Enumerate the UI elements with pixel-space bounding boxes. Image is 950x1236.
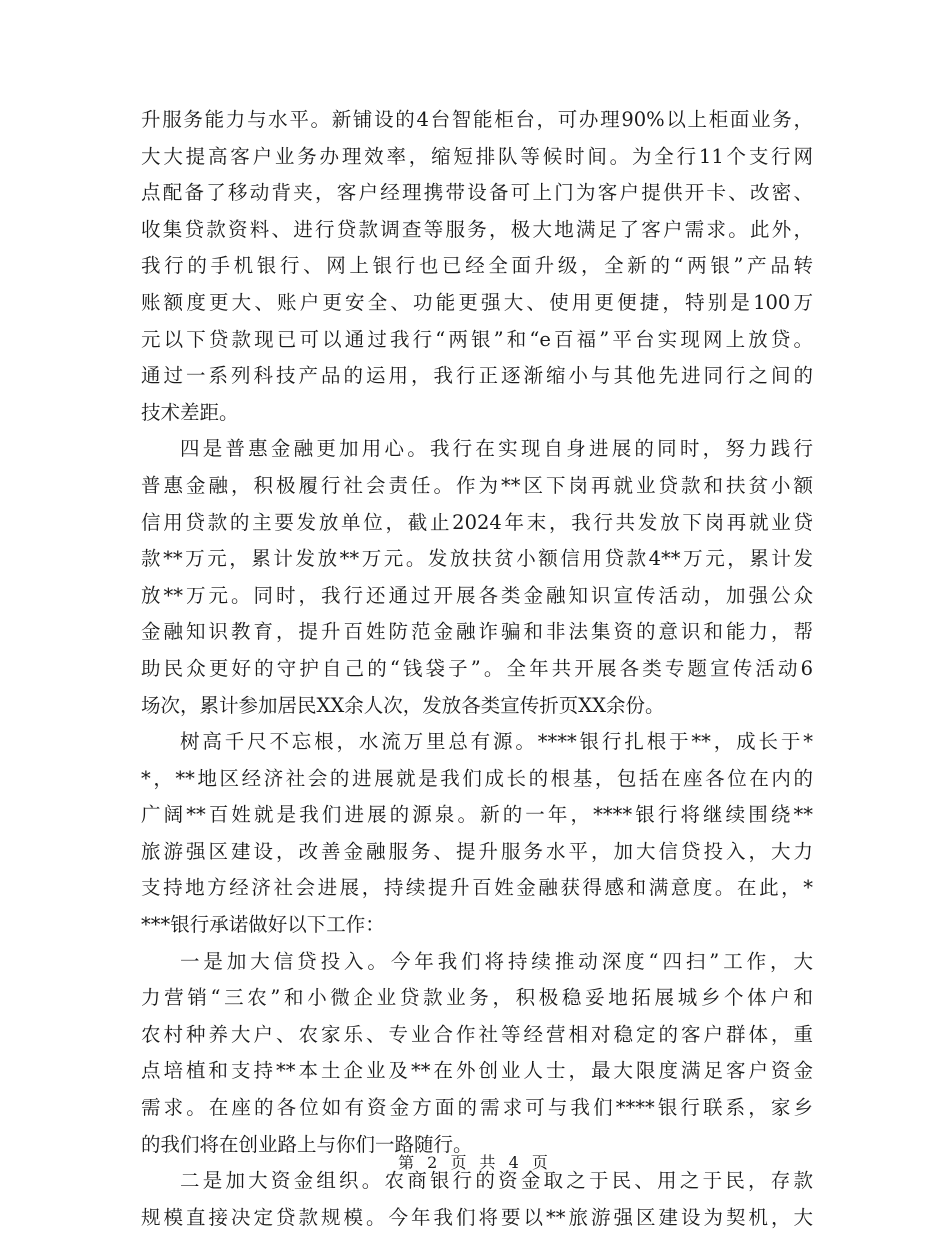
text-line: 我行的手机银行、网上银行也已经全面升级，全新的“两银”产品转	[141, 254, 813, 278]
text-line: 信用贷款的主要发放单位，截止2024年末，我行共发放下岗再就业贷	[141, 510, 813, 534]
text-line: 的我们将在创业路上与你们一路随行。	[141, 1132, 473, 1156]
text-line: 升服务能力与水平。新铺设的4台智能柜台，可办理90%以上柜面业务，	[141, 108, 813, 131]
text-line: 树高千尺不忘根，水流万里总有源。****银行扎根于**，成长于*	[180, 730, 813, 754]
text-line: 广阔**百姓就是我们进展的源泉。新的一年，****银行将继续围绕**	[141, 803, 813, 827]
text-line: *，**地区经济社会的进展就是我们成长的根基，包括在座各位在内的	[141, 766, 813, 790]
text-line: 元以下贷款现已可以通过我行“两银”和“e百福”平台实现网上放贷。	[141, 327, 813, 351]
text-line: 普惠金融，积极履行社会责任。作为**区下岗再就业贷款和扶贫小额	[141, 473, 813, 497]
text-line: 收集贷款资料、进行贷款调查等服务，极大地满足了客户需求。此外，	[141, 217, 813, 241]
text-line: 点培植和支持**本土企业及**在外创业人士，最大限度满足客户资金	[141, 1059, 813, 1083]
text-line: 技术差距。	[141, 400, 239, 424]
text-line: 一是加大信贷投入。今年我们将持续推动深度“四扫”工作，大	[180, 949, 813, 973]
text-line: ***银行承诺做好以下工作：	[141, 913, 385, 937]
text-line: 助民众更好的守护自己的“钱袋子”。全年共开展各类专题宣传活动6	[141, 656, 813, 680]
text-line: 放**万元。同时，我行还通过开展各类金融知识宣传活动，加强公众	[141, 583, 813, 607]
text-line: 通过一系列科技产品的运用，我行正逐渐缩小与其他先进同行之间的	[141, 364, 813, 388]
text-line: 需求。在座的各位如有资金方面的需求可与我们****银行联系，家乡	[141, 1096, 813, 1120]
text-line: 账额度更大、账户更安全、功能更强大、使用更便捷，特别是100万	[141, 290, 813, 314]
text-line: 场次，累计参加居民XX余人次，发放各类宣传折页XX余份。	[141, 693, 665, 717]
text-line: 大大提高客户业务办理效率，缩短排队等候时间。为全行11个支行网	[141, 144, 813, 168]
text-line: 四是普惠金融更加用心。我行在实现自身进展的同时，努力践行	[180, 437, 813, 461]
text-line: 款**万元，累计发放**万元。发放扶贫小额信用贷款4**万元，累计发	[141, 547, 813, 571]
text-line: 支持地方经济社会进展，持续提升百姓金融获得感和满意度。在此，*	[141, 876, 813, 900]
text-line: 力营销“三农”和小微企业贷款业务，积极稳妥地拓展城乡个体户和	[141, 986, 813, 1010]
text-line: 点配备了移动背夹，客户经理携带设备可上门为客户提供开卡、改密、	[141, 181, 813, 205]
text-line: 二是加大资金组织。农商银行的资金取之于民、用之于民，存款	[180, 1169, 813, 1193]
document-body	[141, 102, 813, 1236]
text-line: 金融知识教育，提升百姓防范金融诈骗和非法集资的意识和能力，帮	[141, 620, 813, 644]
text-line: 规模直接决定贷款规模。今年我们将要以**旅游强区建设为契机，大	[141, 1205, 813, 1229]
text-line: 旅游强区建设，改善金融服务、提升服务水平，加大信贷投入，大力	[141, 839, 813, 863]
page-number: 第 2 页 共 4 页	[398, 1153, 552, 1172]
text-line: 农村种养大户、农家乐、专业合作社等经营相对稳定的客户群体，重	[141, 1022, 813, 1046]
